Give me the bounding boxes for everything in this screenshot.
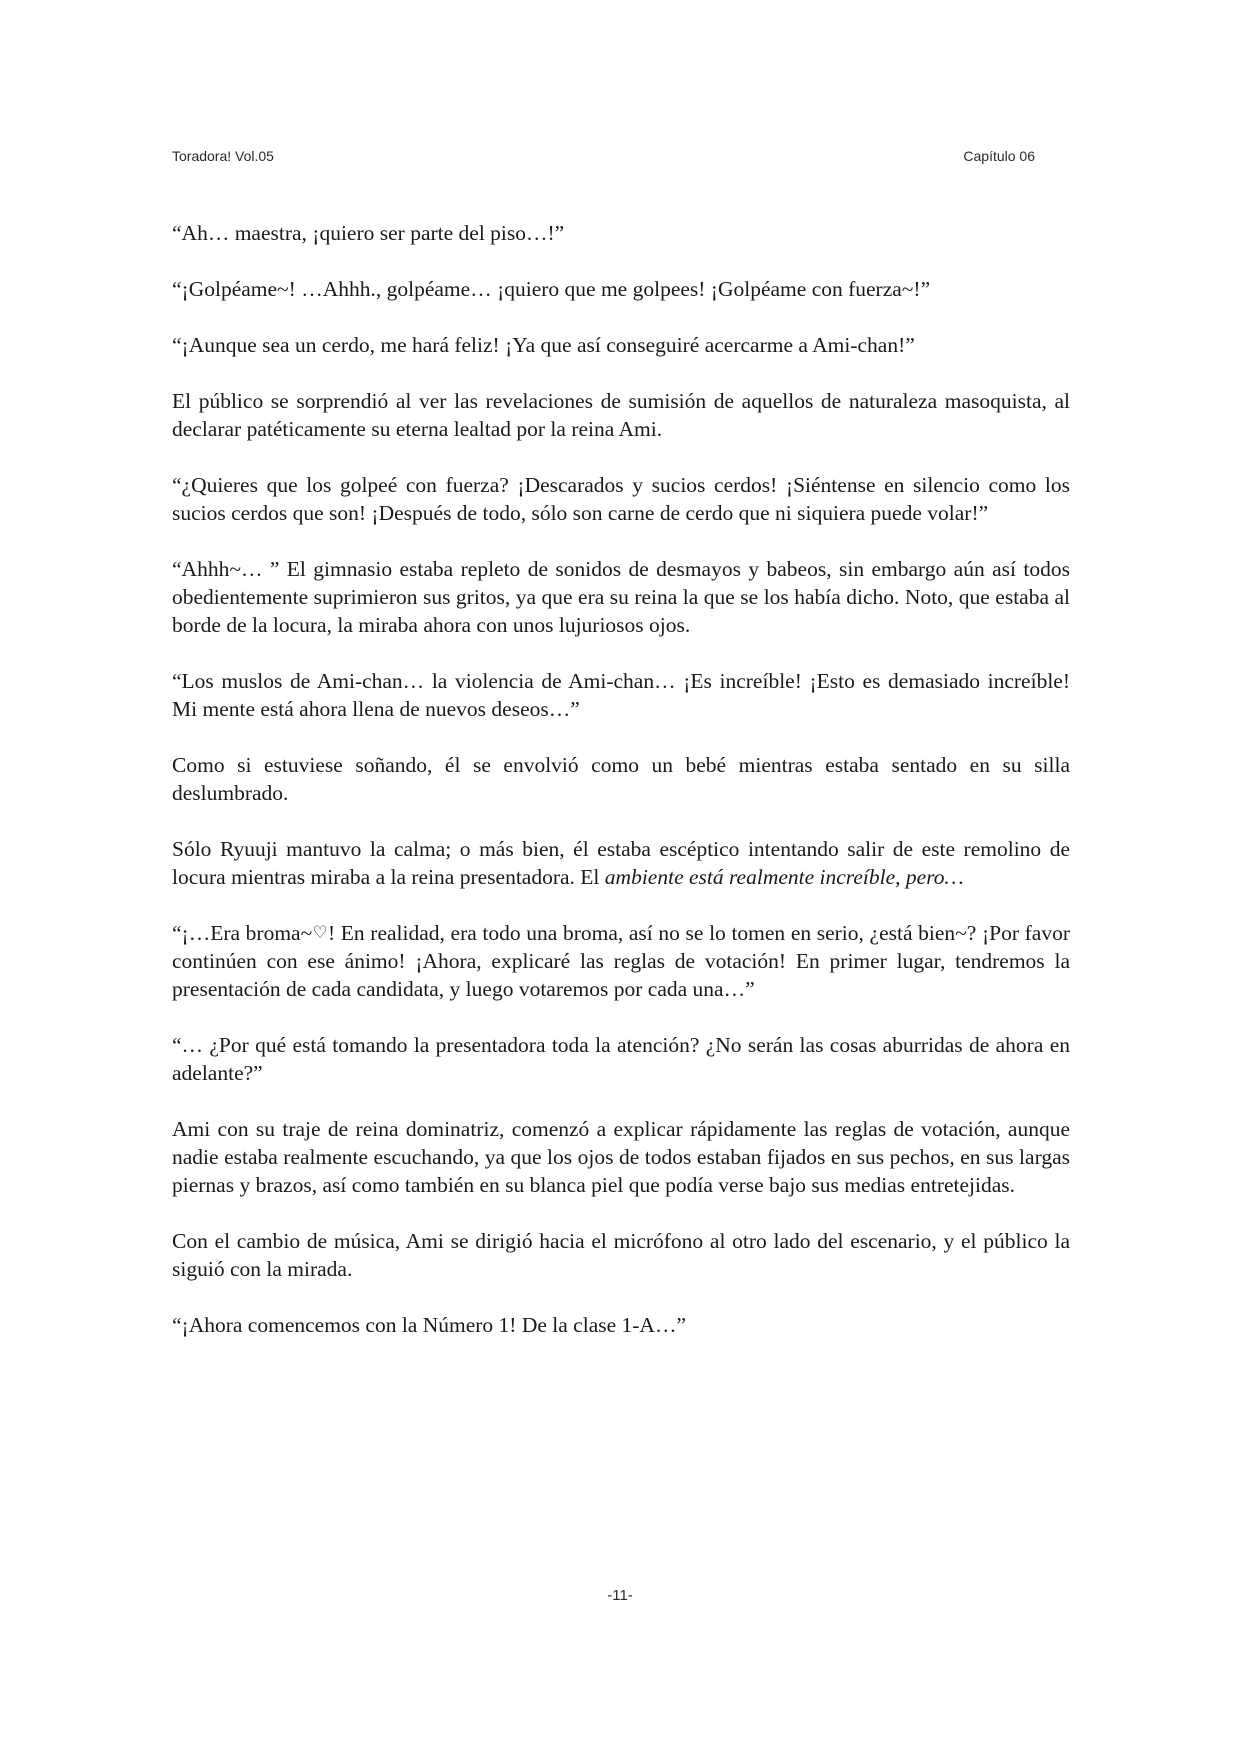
paragraph-9-italic-thought: ambiente está realmente increíble, pero… bbox=[604, 865, 964, 889]
paragraph-1: “Ah… maestra, ¡quiero ser parte del piso…!” bbox=[172, 221, 565, 245]
paragraph-5: “¿Quieres que los golpeé con fuerza? ¡Descarados y sucios cerdos! ¡Siéntense en silencio como los sucios cerdos que son! ¡Después de todo, sólo son carne de cerdo que ni siquiera puede volar!” bbox=[172, 473, 1070, 525]
paragraph-4: El público se sorprendió al ver las revelaciones de sumisión de aquellos de naturaleza masoquista, al declarar patéticamente su eterna lealtad por la reina Ami. bbox=[172, 389, 1070, 441]
paragraph-8: Como si estuviese soñando, él se envolvió como un bebé mientras estaba sentado en su silla deslumbrado. bbox=[172, 753, 1070, 805]
paragraph-11: “… ¿Por qué está tomando la presentadora toda la atención? ¿No serán las cosas aburridas de ahora en adelante?” bbox=[172, 1033, 1070, 1085]
page-body bbox=[172, 219, 1070, 1339]
paragraph-10-text-start: “¡…Era broma~ bbox=[172, 921, 313, 945]
paragraph-7: “Los muslos de Ami-chan… la violencia de Ami-chan… ¡Es increíble! ¡Esto es demasiado increíble! Mi mente está ahora llena de nuevos deseos…” bbox=[172, 669, 1070, 721]
page-number: -11- bbox=[607, 1587, 633, 1604]
header-chapter: Capítulo 06 bbox=[963, 148, 1035, 164]
header-book-title: Toradora! Vol.05 bbox=[172, 148, 274, 164]
paragraph-14: “¡Ahora comencemos con la Número 1! De la clase 1-A…” bbox=[172, 1313, 686, 1337]
heart-icon: ♡ bbox=[312, 923, 328, 943]
paragraph-6: “Ahhh~… ” El gimnasio estaba repleto de sonidos de desmayos y babeos, sin embargo aún así todos obedientemente suprimieron sus gritos, ya que era su reina la que se los había dicho. Noto, que estaba al borde de la locura, la miraba ahora con unos lujuriosos ojos. bbox=[172, 557, 1070, 637]
paragraph-13: Con el cambio de música, Ami se dirigió hacia el micrófono al otro lado del escenario, y el público la siguió con la mirada. bbox=[172, 1229, 1070, 1281]
paragraph-9-text: Sólo Ryuuji mantuvo la calma; o más bien, él estaba escéptico intentando salir de este remolino de locura mientras miraba a la reina presentadora. El bbox=[172, 837, 1070, 889]
paragraph-12: Ami con su traje de reina dominatriz, comenzó a explicar rápidamente las reglas de votación, aunque nadie estaba realmente escuchando, ya que los ojos de todos estaban fijados en sus pechos, en sus largas piernas y brazos, así como también en su blanca piel que podía verse bajo sus medias entretejidas. bbox=[172, 1117, 1070, 1197]
paragraph-10-text-end: ! En realidad, era todo una broma, así no se lo tomen en serio, ¿está bien~? ¡Por favor continúen con ese ánimo! ¡Ahora, explicaré las reglas de votación! En primer lugar, tendremos la presentación de cada candidata, y luego votaremos por cada una…” bbox=[172, 921, 1070, 1001]
paragraph-2: “¡Golpéame~! …Ahhh., golpéame… ¡quiero que me golpees! ¡Golpéame con fuerza~!” bbox=[172, 277, 931, 301]
running-header bbox=[172, 148, 1035, 168]
paragraph-10 bbox=[172, 919, 1070, 1003]
paragraph-9 bbox=[172, 835, 1070, 891]
paragraph-3: “¡Aunque sea un cerdo, me hará feliz! ¡Ya que así conseguiré acercarme a Ami-chan!” bbox=[172, 333, 915, 357]
